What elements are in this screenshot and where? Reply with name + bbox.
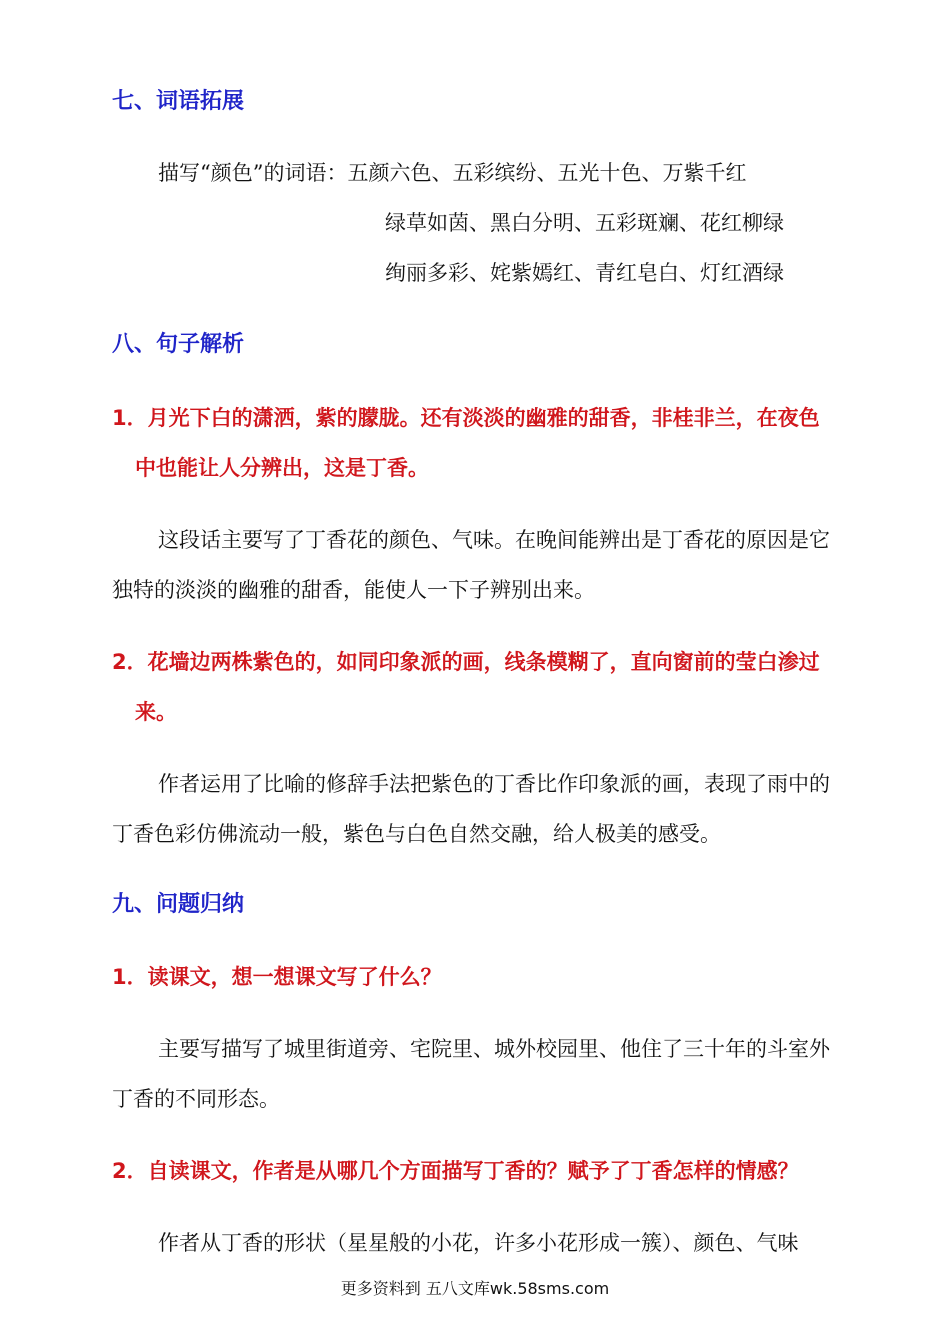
sentence-2-answer-line-1: 作者运用了比喻的修辞手法把紫色的丁香比作印象派的画，表现了雨中的 <box>158 772 830 796</box>
question-1-answer-line-2: 丁香的不同形态。 <box>112 1087 280 1111</box>
sentence-1-answer-line-2: 独特的淡淡的幽雅的甜香，能使人一下子辨别出来。 <box>112 578 595 602</box>
sentence-2-question-line-2: 来。 <box>135 700 177 724</box>
section-heading-sentence-analysis: 八、句子解析 <box>112 332 245 357</box>
sentence-1-question-line-2: 中也能让人分辨出，这是丁香。 <box>135 456 429 480</box>
question-2-answer-line-1: 作者从丁香的形状（星星般的小花，许多小花形成一簇）、颜色、气味 <box>158 1231 799 1255</box>
question-2-line-1: 2．自读课文，作者是从哪几个方面描写丁香的？赋予了丁香怎样的情感？ <box>112 1159 799 1183</box>
vocabulary-line-1: 描写“颜色”的词语：五颜六色、五彩缤纷、五光十色、万紫千红 <box>158 161 747 185</box>
sentence-2-question-line-1: 2．花墙边两株紫色的，如同印象派的画，线条模糊了，直向窗前的莹白渗过 <box>112 650 820 674</box>
sentence-2-answer-line-2: 丁香色彩仿佛流动一般，紫色与白色自然交融，给人极美的感受。 <box>112 822 721 846</box>
question-1-line-1: 1．读课文，想一想课文写了什么？ <box>112 965 442 989</box>
vocabulary-line-3: 绚丽多彩、姹紫嫣红、青红皂白、灯红酒绿 <box>385 261 784 285</box>
vocabulary-line-2: 绿草如茵、黑白分明、五彩斑斓、花红柳绿 <box>385 211 784 235</box>
section-heading-vocabulary: 七、词语拓展 <box>112 89 245 114</box>
sentence-1-question-line-1: 1．月光下白的潇洒，紫的朦胧。还有淡淡的幽雅的甜香，非桂非兰，在夜色 <box>112 406 820 430</box>
footer-source-text: 更多资料到 五八文库wk.58sms.com <box>340 1279 610 1298</box>
section-heading-question-summary: 九、问题归纳 <box>112 892 245 917</box>
question-1-answer-line-1: 主要写描写了城里街道旁、宅院里、城外校园里、他住了三十年的斗室外 <box>158 1037 830 1061</box>
sentence-1-answer-line-1: 这段话主要写了丁香花的颜色、气味。在晚间能辨出是丁香花的原因是它 <box>158 528 830 552</box>
